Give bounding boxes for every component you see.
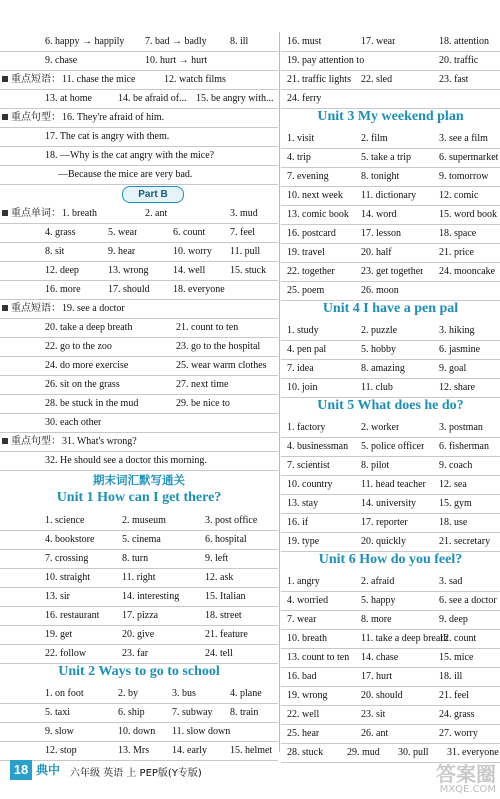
vocab-item: 4. worried bbox=[287, 595, 329, 606]
vocab-row bbox=[281, 89, 500, 109]
vocab-item: 25. poem bbox=[287, 285, 325, 296]
phrases-row bbox=[0, 394, 278, 414]
vocab-item: 25. hear bbox=[287, 728, 320, 739]
vocab-item: 17. should bbox=[108, 284, 150, 295]
vocab-item: 9. left bbox=[205, 553, 229, 564]
vocab-row bbox=[0, 261, 278, 281]
vocab-item: 22. follow bbox=[45, 648, 87, 659]
vocab-item: 17. reporter bbox=[361, 517, 408, 528]
vocab-item: 15. word book bbox=[439, 209, 498, 220]
vocab-item: 15. be angry with... bbox=[196, 93, 274, 104]
vocab-row bbox=[281, 591, 500, 611]
vocab-row bbox=[0, 587, 278, 607]
vocab-item: 4. plane bbox=[230, 688, 262, 699]
vocab-item: 13. at home bbox=[45, 93, 92, 104]
section-label: 重点句型： bbox=[11, 436, 61, 447]
vocab-item: 10. hurt → hurt bbox=[145, 55, 208, 66]
part-b-badge: Part B bbox=[122, 186, 184, 203]
vocab-item: 11. right bbox=[122, 572, 156, 583]
watermark-url: MXQE.COM bbox=[439, 784, 496, 795]
vocab-item: 6. supermarket bbox=[439, 152, 499, 163]
vocab-item: 5. police officer bbox=[361, 441, 425, 452]
vocab-item: 23. get together bbox=[361, 266, 424, 277]
phrases-row bbox=[0, 375, 278, 395]
vocab-item: 7. subway bbox=[172, 707, 213, 718]
vocab-item: 5. hobby bbox=[361, 344, 396, 355]
vocab-item: 22. go to the zoo bbox=[45, 341, 112, 352]
vocab-item: 28. be stuck in the mud bbox=[45, 398, 139, 409]
vocab-item: 6. happy → happily bbox=[45, 36, 125, 47]
vocab-item: 2. afraid bbox=[361, 576, 395, 587]
vocab-item: 16. more bbox=[45, 284, 81, 295]
vocab-item: 23. far bbox=[122, 648, 149, 659]
vocab-row bbox=[281, 262, 500, 282]
phrases-row bbox=[0, 413, 278, 433]
vocab-item: 6. see a doctor bbox=[439, 595, 497, 606]
vocab-item: 14. interesting bbox=[122, 591, 180, 602]
vocab-row bbox=[0, 51, 278, 71]
vocab-item: 8. more bbox=[361, 614, 392, 625]
vocab-row bbox=[281, 205, 500, 225]
vocab-item: 11. take a deep breath bbox=[361, 633, 449, 644]
vocab-item: 9. slow bbox=[45, 726, 74, 737]
vocab-item: 18. attention bbox=[439, 36, 489, 47]
vocab-item: 10. down bbox=[118, 726, 156, 737]
vocab-item: 18. street bbox=[205, 610, 242, 621]
vocab-row bbox=[281, 359, 500, 379]
vocab-item: 31. everyone bbox=[447, 747, 499, 758]
vocab-item: 22. together bbox=[287, 266, 335, 277]
vocab-row bbox=[0, 204, 278, 224]
vocab-item: 20. half bbox=[361, 247, 392, 258]
vocab-row bbox=[0, 530, 278, 550]
book-title: 六年级 英语 上 PEP版(Y专版) bbox=[70, 768, 202, 779]
vocab-row bbox=[0, 32, 278, 52]
vocab-item: 14. early bbox=[172, 745, 207, 756]
vocab-item: 13. stay bbox=[287, 498, 319, 509]
vocab-item: 31. What's wrong? bbox=[62, 436, 137, 447]
vocab-item: 12. stop bbox=[45, 745, 77, 756]
vocab-row bbox=[0, 242, 278, 262]
vocab-item: 13. Mrs bbox=[118, 745, 150, 756]
vocab-item: 2. puzzle bbox=[361, 325, 398, 336]
vocab-item: 12. count bbox=[439, 633, 477, 644]
vocab-item: 11. pull bbox=[230, 246, 261, 257]
vocab-item: 14. word bbox=[361, 209, 397, 220]
vocab-item: 4. trip bbox=[287, 152, 311, 163]
vocab-row bbox=[281, 32, 500, 52]
column-divider bbox=[279, 32, 280, 752]
vocab-item: 15. gym bbox=[439, 498, 472, 509]
vocab-item: 11. chase the mice bbox=[62, 74, 136, 85]
watermark-text: 答案圈 bbox=[436, 762, 496, 786]
vocab-item: 9. tomorrow bbox=[439, 171, 489, 182]
vocab-item: 2. ant bbox=[145, 208, 168, 219]
vocab-item: 11. slow down bbox=[172, 726, 231, 737]
vocab-item: —Because the mice are very bad. bbox=[58, 169, 193, 180]
vocab-item: 1. factory bbox=[287, 422, 326, 433]
sentences-row bbox=[0, 127, 278, 147]
section-label: 重点句型： bbox=[11, 112, 61, 123]
vocab-item: 8. ill bbox=[230, 36, 249, 47]
vocab-item: 13. count to ten bbox=[287, 652, 350, 663]
vocab-item: 18. use bbox=[439, 517, 468, 528]
vocab-row bbox=[0, 606, 278, 626]
vocab-item: 9. deep bbox=[439, 614, 468, 625]
vocab-row bbox=[281, 513, 500, 533]
phrases-row bbox=[0, 299, 278, 319]
vocab-item: 22. sled bbox=[361, 74, 393, 85]
vocab-item: 5. cinema bbox=[122, 534, 161, 545]
vocab-item: 20. quickly bbox=[361, 536, 406, 547]
vocab-item: 21. count to ten bbox=[176, 322, 239, 333]
vocab-item: 8. pilot bbox=[361, 460, 390, 471]
vocab-item: 21. feel bbox=[439, 690, 469, 701]
vocab-item: 12. watch films bbox=[164, 74, 226, 85]
vocab-item: 26. sit on the grass bbox=[45, 379, 120, 390]
brand-logo: 典中 bbox=[36, 763, 61, 777]
vocab-item: 19. pay attention to bbox=[287, 55, 365, 66]
vocab-item: 12. share bbox=[439, 382, 476, 393]
vocab-row bbox=[0, 280, 278, 300]
vocab-item: 16. restaurant bbox=[45, 610, 100, 621]
vocab-item: 16. They're afraid of him. bbox=[62, 112, 165, 123]
vocab-item: 19. wrong bbox=[287, 690, 328, 701]
vocab-item: 7. crossing bbox=[45, 553, 89, 564]
vocab-row bbox=[281, 724, 500, 744]
vocab-item: 3. postman bbox=[439, 422, 483, 433]
vocab-item: 16. if bbox=[287, 517, 309, 528]
vocab-row bbox=[0, 625, 278, 645]
vocab-item: 17. lesson bbox=[361, 228, 401, 239]
vocab-item: 24. mooncake bbox=[439, 266, 496, 277]
vocab-row bbox=[281, 456, 500, 476]
vocab-item: 3. mud bbox=[230, 208, 258, 219]
unit-6-title: Unit 6 How do you feel? bbox=[318, 552, 463, 567]
vocab-row bbox=[281, 378, 500, 398]
vocab-item: 10. worry bbox=[173, 246, 212, 257]
vocab-item: 30. pull bbox=[398, 747, 429, 758]
vocab-item: 12. ask bbox=[205, 572, 234, 583]
page-footer bbox=[0, 758, 500, 799]
vocab-item: 27. worry bbox=[439, 728, 478, 739]
vocab-row bbox=[281, 705, 500, 725]
section-marker-icon bbox=[2, 305, 8, 311]
vocab-item: 3. post office bbox=[205, 515, 258, 526]
vocab-item: 6. fisherman bbox=[439, 441, 489, 452]
unit-5-title: Unit 5 What does he do? bbox=[317, 398, 464, 413]
vocab-row bbox=[281, 51, 500, 71]
vocab-row bbox=[281, 243, 500, 263]
vocab-item: 4. pen pal bbox=[287, 344, 327, 355]
vocab-item: 8. sit bbox=[45, 246, 65, 257]
vocab-item: 19. see a doctor bbox=[62, 303, 125, 314]
vocab-item: 7. wear bbox=[287, 614, 317, 625]
vocab-row bbox=[281, 667, 500, 687]
phrases-row bbox=[0, 318, 278, 338]
vocab-item: 1. science bbox=[45, 515, 85, 526]
page-number: 18 bbox=[10, 760, 32, 780]
vocab-item: 25. wear warm clothes bbox=[176, 360, 267, 371]
vocab-item: 3. sad bbox=[439, 576, 463, 587]
vocab-item: 21. price bbox=[439, 247, 474, 258]
vocab-item: 9. goal bbox=[439, 363, 467, 374]
vocab-item: 15. helmet bbox=[230, 745, 273, 756]
vocab-row bbox=[281, 475, 500, 495]
vocab-row bbox=[281, 629, 500, 649]
vocab-item: 27. next time bbox=[176, 379, 229, 390]
vocab-item: 24. ferry bbox=[287, 93, 322, 104]
vocab-row bbox=[281, 572, 500, 592]
section-marker-icon bbox=[2, 76, 8, 82]
vocab-item: 18. ill bbox=[439, 671, 463, 682]
vocab-item: 13. sir bbox=[45, 591, 70, 602]
vocab-row bbox=[281, 437, 500, 457]
vocab-item: 15. Italian bbox=[205, 591, 246, 602]
vocab-row bbox=[0, 549, 278, 569]
watermark-logo bbox=[408, 758, 500, 798]
vocab-item: 15. mice bbox=[439, 652, 474, 663]
phrases-row bbox=[0, 356, 278, 376]
unit-2-title: Unit 2 Ways to go to school bbox=[58, 664, 220, 679]
vocab-item: 10. country bbox=[287, 479, 333, 490]
vocab-item: 5. happy bbox=[361, 595, 396, 606]
section-marker-icon bbox=[2, 210, 8, 216]
vocab-item: 1. breath bbox=[62, 208, 97, 219]
vocab-item: 1. on foot bbox=[45, 688, 84, 699]
vocab-item: 2. worker bbox=[361, 422, 400, 433]
vocab-item: 9. hear bbox=[108, 246, 136, 257]
vocab-item: 23. fast bbox=[439, 74, 469, 85]
vocab-row bbox=[281, 321, 500, 341]
vocab-item: 1. visit bbox=[287, 133, 315, 144]
vocab-row bbox=[281, 186, 500, 206]
phrases-row bbox=[0, 337, 278, 357]
unit-3-title: Unit 3 My weekend plan bbox=[317, 109, 464, 124]
vocab-item: 8. tonight bbox=[361, 171, 400, 182]
vocab-row bbox=[0, 223, 278, 243]
vocab-row bbox=[281, 418, 500, 438]
vocab-item: 9. coach bbox=[439, 460, 473, 471]
vocab-row bbox=[281, 648, 500, 668]
vocab-item: 12. comic bbox=[439, 190, 479, 201]
vocab-row bbox=[281, 224, 500, 244]
vocab-row bbox=[281, 281, 500, 301]
final-vocab-heading: 期末词汇默写通关 bbox=[93, 473, 185, 487]
vocab-item: 8. train bbox=[230, 707, 259, 718]
vocab-row bbox=[281, 167, 500, 187]
vocab-item: 13. wrong bbox=[108, 265, 149, 276]
vocab-item: 20. should bbox=[361, 690, 403, 701]
vocab-row bbox=[281, 686, 500, 706]
section-label: 重点短语： bbox=[11, 74, 61, 85]
phrases-row bbox=[0, 70, 278, 90]
section-label: 重点单词： bbox=[11, 208, 61, 219]
vocab-item: 24. tell bbox=[205, 648, 233, 659]
vocab-item: 12. deep bbox=[45, 265, 79, 276]
vocab-item: 21. feature bbox=[205, 629, 248, 640]
vocab-item: 3. see a film bbox=[439, 133, 488, 144]
vocab-item: 21. secretary bbox=[439, 536, 491, 547]
sentences-row bbox=[0, 108, 278, 128]
vocab-item: 11. head teacher bbox=[361, 479, 426, 490]
vocab-item: 14. well bbox=[173, 265, 206, 276]
vocab-item: 4. grass bbox=[45, 227, 76, 238]
vocab-item: 24. grass bbox=[439, 709, 475, 720]
vocab-row bbox=[281, 532, 500, 552]
vocab-item: 6. ship bbox=[118, 707, 145, 718]
vocab-item: 18. everyone bbox=[173, 284, 225, 295]
vocab-item: 7. bad → badly bbox=[145, 36, 207, 47]
vocab-item: 14. university bbox=[361, 498, 416, 509]
sentences-row bbox=[0, 165, 278, 185]
vocab-item: 22. well bbox=[287, 709, 320, 720]
vocab-item: 28. stuck bbox=[287, 747, 324, 758]
vocab-item: 14. be afraid of... bbox=[118, 93, 187, 104]
vocab-item: 26. moon bbox=[361, 285, 399, 296]
sentences-row bbox=[0, 146, 278, 166]
vocab-item: 7. scientist bbox=[287, 460, 330, 471]
sentences-row bbox=[0, 432, 278, 452]
vocab-item: 21. traffic lights bbox=[287, 74, 351, 85]
vocab-row bbox=[0, 644, 278, 664]
vocab-item: 20. give bbox=[122, 629, 155, 640]
vocab-item: 5. taxi bbox=[45, 707, 70, 718]
vocab-item: 19. get bbox=[45, 629, 73, 640]
vocab-item: 30. each other bbox=[45, 417, 102, 428]
vocab-item: 9. chase bbox=[45, 55, 78, 66]
vocab-item: 17. hurt bbox=[361, 671, 393, 682]
vocab-row bbox=[281, 129, 500, 149]
vocab-row bbox=[281, 148, 500, 168]
vocab-item: 2. film bbox=[361, 133, 388, 144]
section-label: 重点短语： bbox=[11, 303, 61, 314]
section-marker-icon bbox=[2, 114, 8, 120]
vocab-item: 4. businessman bbox=[287, 441, 349, 452]
vocab-item: 10. join bbox=[287, 382, 318, 393]
vocab-item: 6. hospital bbox=[205, 534, 247, 545]
vocab-item: 26. ant bbox=[361, 728, 389, 739]
vocab-item: 17. wear bbox=[361, 36, 396, 47]
vocab-item: 6. jasmine bbox=[439, 344, 481, 355]
vocab-row bbox=[0, 511, 278, 531]
vocab-item: 14. chase bbox=[361, 652, 399, 663]
vocab-item: 23. sit bbox=[361, 709, 386, 720]
vocab-item: 6. count bbox=[173, 227, 206, 238]
vocab-item: 16. must bbox=[287, 36, 322, 47]
vocab-item: 10. straight bbox=[45, 572, 90, 583]
vocab-item: 10. next week bbox=[287, 190, 343, 201]
vocab-row bbox=[0, 703, 278, 723]
vocab-item: 17. The cat is angry with them. bbox=[45, 131, 170, 142]
vocab-row bbox=[281, 70, 500, 90]
vocab-item: 20. traffic bbox=[439, 55, 479, 66]
vocab-item: 19. travel bbox=[287, 247, 325, 258]
vocab-item: 18. space bbox=[439, 228, 477, 239]
vocab-item: 16. postcard bbox=[287, 228, 336, 239]
vocab-row bbox=[281, 340, 500, 360]
vocab-row bbox=[0, 568, 278, 588]
vocab-item: 3. bus bbox=[172, 688, 196, 699]
phrases-row bbox=[0, 89, 278, 109]
vocab-item: 20. take a deep breath bbox=[45, 322, 133, 333]
vocab-item: 29. mud bbox=[347, 747, 380, 758]
vocab-item: 3. hiking bbox=[439, 325, 475, 336]
unit-1-title: Unit 1 How can I get there? bbox=[56, 490, 222, 505]
vocab-item: 23. go to the hospital bbox=[176, 341, 261, 352]
vocab-row bbox=[0, 722, 278, 742]
vocab-item: 24. do more exercise bbox=[45, 360, 129, 371]
vocab-item: 7. idea bbox=[287, 363, 314, 374]
vocab-item: 29. be nice to bbox=[176, 398, 230, 409]
vocab-item: 13. comic book bbox=[287, 209, 349, 220]
section-marker-icon bbox=[2, 438, 8, 444]
vocab-item: 1. angry bbox=[287, 576, 320, 587]
vocab-item: 8. amazing bbox=[361, 363, 405, 374]
vocab-item: 18. —Why is the cat angry with the mice? bbox=[45, 150, 215, 161]
vocab-item: 11. club bbox=[361, 382, 393, 393]
vocab-item: 1. study bbox=[287, 325, 319, 336]
vocab-item: 8. turn bbox=[122, 553, 149, 564]
vocab-row bbox=[281, 610, 500, 630]
vocab-item: 12. sea bbox=[439, 479, 467, 490]
vocab-item: 16. bad bbox=[287, 671, 317, 682]
vocab-item: 19. type bbox=[287, 536, 320, 547]
vocab-item: 17. pizza bbox=[122, 610, 159, 621]
vocab-item: 7. feel bbox=[230, 227, 255, 238]
vocab-item: 32. He should see a doctor this morning. bbox=[45, 455, 207, 466]
unit-4-title: Unit 4 I have a pen pal bbox=[322, 301, 459, 316]
vocab-item: 15. stuck bbox=[230, 265, 267, 276]
vocab-row bbox=[281, 494, 500, 514]
vocab-item: 4. bookstore bbox=[45, 534, 95, 545]
sentences-row bbox=[0, 451, 278, 471]
vocab-item: 11. dictionary bbox=[361, 190, 417, 201]
vocab-row bbox=[0, 684, 278, 704]
vocab-item: 2. museum bbox=[122, 515, 166, 526]
vocab-item: 7. evening bbox=[287, 171, 329, 182]
vocab-item: 10. breath bbox=[287, 633, 327, 644]
vocab-item: 5. take a trip bbox=[361, 152, 411, 163]
vocab-item: 2. by bbox=[118, 688, 138, 699]
vocab-item: 5. wear bbox=[108, 227, 138, 238]
